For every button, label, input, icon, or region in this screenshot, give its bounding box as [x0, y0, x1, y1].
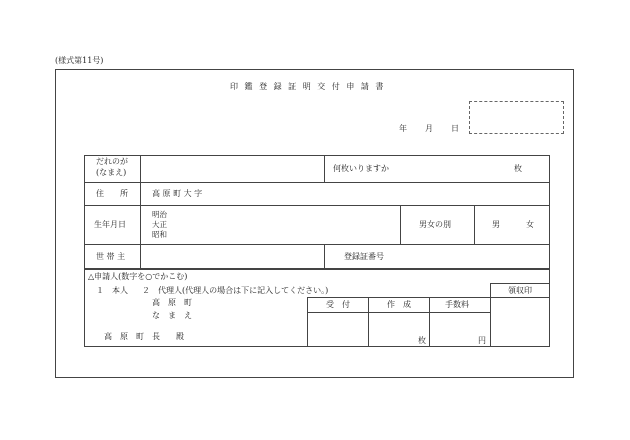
date-month-label: 月 — [425, 124, 433, 133]
received-label: 受 付 — [326, 300, 350, 309]
proxy-town: 高 原 町 — [152, 298, 192, 307]
proxy-name: な ま え — [152, 311, 192, 320]
reg-number-label: 登録証番号 — [344, 252, 384, 261]
row-divider — [84, 205, 550, 206]
copies-label: 何枚いりますか — [333, 164, 389, 173]
date-day-label: 日 — [451, 124, 459, 133]
copies-unit: 枚 — [514, 164, 522, 173]
gender-label: 男女の別 — [419, 220, 451, 229]
office-header-line — [307, 312, 490, 313]
addressee: 高 原 町 長 殿 — [104, 332, 184, 341]
row-divider — [84, 244, 550, 245]
yen-unit: 円 — [478, 336, 486, 345]
gender-female[interactable]: 女 — [526, 220, 534, 229]
form-title: 印 鑑 登 録 証 明 交 付 申 請 書 — [230, 82, 386, 91]
office-divider — [429, 297, 430, 347]
column-divider — [324, 244, 325, 269]
address-label: 住 所 — [96, 189, 128, 198]
column-divider — [140, 155, 141, 269]
birth-label: 生年月日 — [94, 220, 126, 229]
stamp-header-line — [490, 297, 550, 298]
option-proxy[interactable]: ２ 代理人(代理人の場合は下に記入してください。) — [142, 286, 329, 295]
option-self[interactable]: １ 本人 — [96, 286, 128, 295]
column-divider — [324, 155, 325, 182]
row-divider — [84, 182, 550, 183]
gender-male[interactable]: 男 — [492, 220, 500, 229]
stamp-top — [490, 283, 550, 284]
seal-box[interactable] — [469, 101, 564, 134]
form-number: (様式第11号) — [55, 56, 104, 65]
applicant-heading: △申請人(数字を○でかこむ) — [88, 272, 188, 281]
sheets-unit: 枚 — [418, 336, 426, 345]
fee-label: 手数料 — [445, 300, 469, 309]
office-divider — [368, 297, 369, 347]
era-taisho: 大正 — [152, 220, 167, 229]
era-showa: 昭和 — [152, 230, 167, 239]
office-divider — [307, 297, 308, 347]
era-meiji: 明治 — [152, 210, 167, 219]
address-value: 高 原 町 大 字 — [152, 189, 203, 198]
requester-label: だれのが (なまえ) — [96, 157, 128, 177]
office-top — [307, 297, 490, 298]
prepared-label: 作 成 — [387, 300, 411, 309]
date-year-label: 年 — [399, 124, 407, 133]
column-divider — [474, 205, 475, 244]
stamp-divider — [490, 283, 491, 347]
receipt-stamp-label: 領収印 — [508, 286, 532, 295]
household-label: 世 帯 主 — [96, 252, 126, 261]
column-divider — [400, 205, 401, 244]
